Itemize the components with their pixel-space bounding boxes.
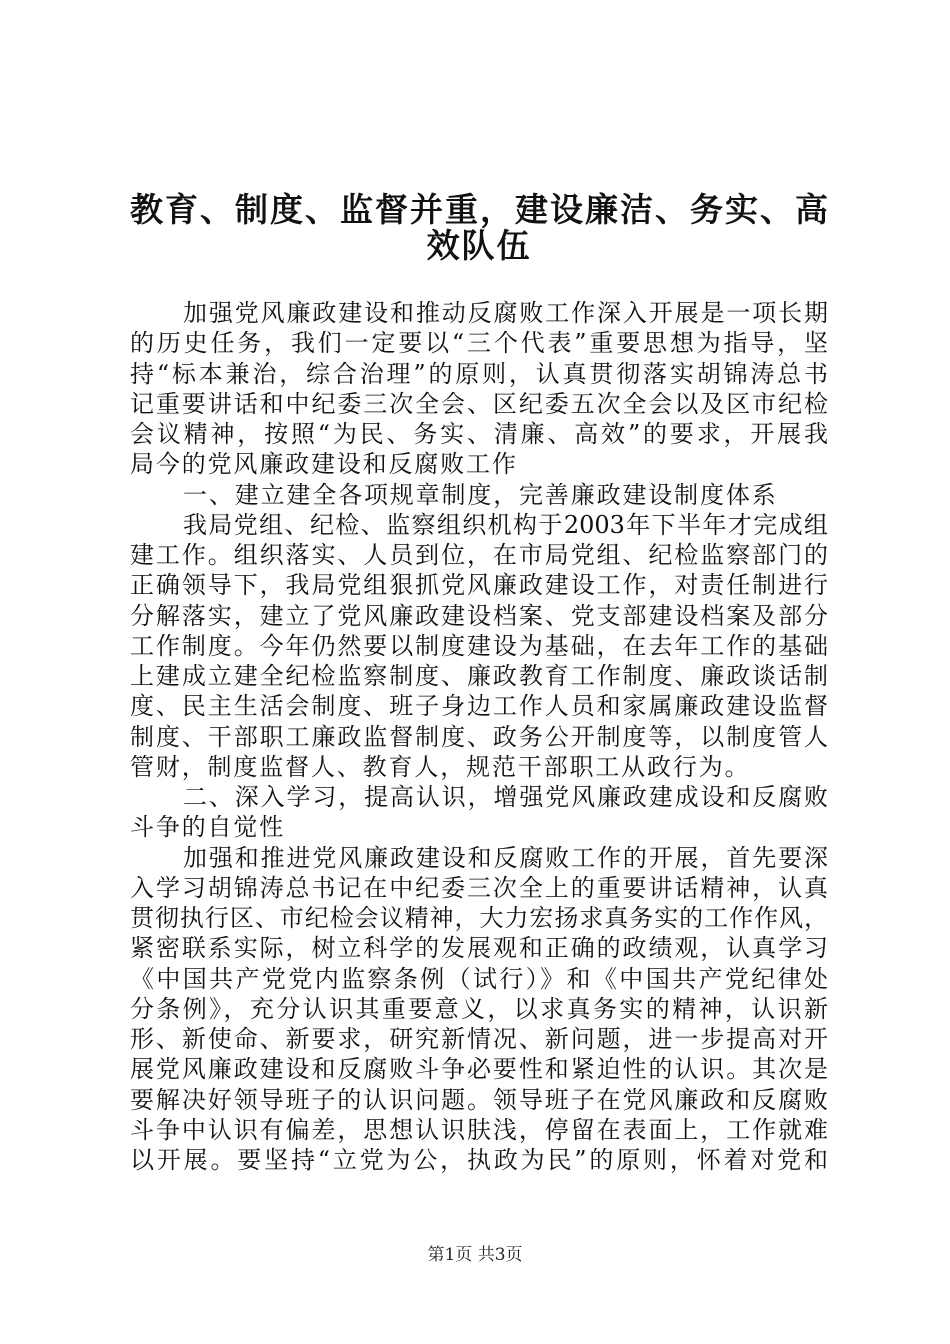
text-line: 分解落实，建立了党风廉政建设档案、党支部建设档案及部分 — [130, 601, 828, 630]
text-line: 会议精神，按照“为民、务实、清廉、高效”的要求，开展我 — [130, 420, 828, 448]
title-line-2: 效队伍 — [426, 226, 532, 265]
paragraph — [130, 782, 828, 843]
text-line: 以开展。要坚持“立党为公，执政为民”的原则，怀着对党和 — [130, 1146, 828, 1174]
title-line-1: 教育、制度、监督并重，建设廉洁、务实、高 — [130, 190, 828, 229]
text-line: 斗争的自觉性 — [130, 813, 286, 842]
text-line: 制度、干部职工廉政监督制度、政务公开制度等，以制度管人 — [130, 722, 828, 751]
text-line: 加强和推进党风廉政建设和反腐败工作的开展，首先要深 — [183, 843, 828, 872]
paragraph — [130, 843, 828, 1176]
text-line: 二、深入学习，提高认识，增强党风廉政建成设和反腐败 — [183, 783, 828, 811]
text-line: 建工作。组织落实、人员到位，在市局党组、纪检监察部门的 — [130, 541, 828, 569]
text-line: 持“标本兼治，综合治理”的原则，认真贯彻落实胡锦涛总书 — [130, 359, 828, 388]
text-line: 紧密联系实际，树立科学的发展观和正确的政绩观，认真学习 — [130, 934, 828, 963]
text-line: 上建成立建全纪检监察制度、廉政教育工作制度、廉政谈话制 — [130, 662, 828, 690]
text-line: 贯彻执行区、市纪检会议精神，大力宏扬求真务实的工作作风， — [130, 904, 828, 932]
page-number-footer: 第1页 共3页 — [427, 1245, 523, 1265]
document-title — [130, 192, 828, 264]
text-line: 局今的党风廉政建设和反腐败工作 — [130, 450, 518, 479]
text-line: 入学习胡锦涛总书记在中纪委三次全上的重要讲话精神，认真 — [130, 873, 828, 902]
text-line: 斗争中认识有偏差，思想认识肤浅，停留在表面上，工作就难 — [130, 1115, 828, 1144]
text-line: 要解决好领导班子的认识问题。领导班子在党风廉政和反腐败 — [130, 1085, 828, 1114]
text-line: 我局党组、纪检、监察组织机构于2003年下半年才完成组 — [183, 510, 828, 539]
text-line: 管财，制度监督人、教育人，规范干部职工从政行为。 — [130, 752, 751, 781]
text-line: 加强党风廉政建设和推动反腐败工作深入开展是一项长期 — [183, 299, 828, 327]
text-line: 形、新使命、新要求，研究新情况、新问题，进一步提高对开 — [130, 1025, 828, 1053]
text-line: 记重要讲话和中纪委三次全会、区纪委五次全会以及区市纪检 — [130, 389, 828, 418]
text-line: 度、民主生活会制度、班子身边工作人员和家属廉政建设监督 — [130, 692, 828, 721]
text-line: 展党风廉政建设和反腐败斗争必要性和紧迫性的认识。其次是 — [130, 1055, 828, 1084]
paragraph — [130, 298, 828, 480]
text-line: 一、建立建全各项规章制度，完善廉政建设制度体系 — [183, 480, 778, 509]
paragraph — [130, 510, 828, 782]
text-line: 《中国共产党党内监察条例（试行）》和《中国共产党纪律处 — [130, 964, 828, 993]
text-line: 工作制度。今年仍然要以制度建设为基础，在去年工作的基础 — [130, 631, 828, 660]
paragraph — [130, 480, 828, 510]
text-line: 的历史任务，我们一定要以“三个代表”重要思想为指导，坚 — [130, 329, 828, 358]
document-body — [130, 298, 828, 1175]
text-line: 正确领导下，我局党组狠抓党风廉政建设工作，对责任制进行 — [130, 571, 828, 600]
text-line: 分条例》，充分认识其重要意义，以求真务实的精神，认识新 — [130, 994, 828, 1023]
